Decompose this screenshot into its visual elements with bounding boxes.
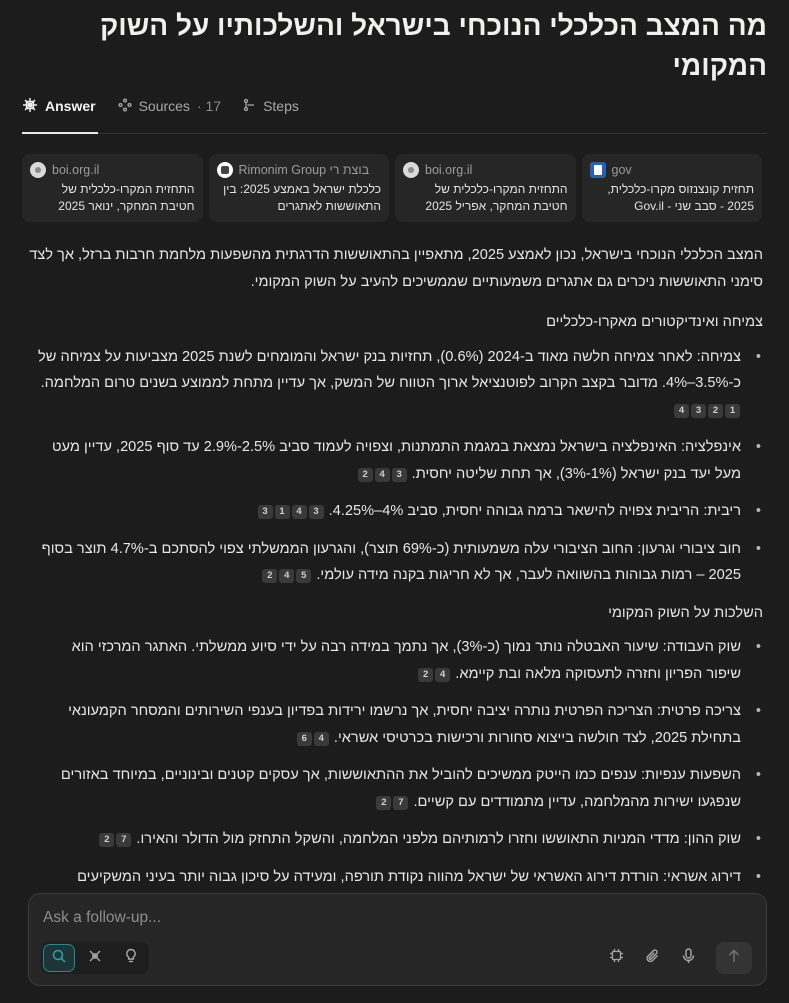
page-title: מה המצב הכלכלי הנוכחי בישראל והשלכותיו על השוק המקומי bbox=[99, 10, 767, 81]
arrow-up-icon bbox=[728, 949, 740, 968]
source-site: gov bbox=[611, 163, 632, 177]
citation-badge[interactable]: 2 bbox=[376, 796, 391, 810]
citation-badge[interactable]: 1 bbox=[725, 404, 740, 418]
list-item bbox=[22, 536, 763, 589]
list-item-text: השפעות ענפיות: ענפים כמו הייטק ממשיכים להוביל את ההתאוששות, אך עסקים קטנים ובינוניים, במיוחד באזורים שנפגעו ישירות מהמלחמה, עדיין מתמודדים עם קשיים. bbox=[60, 767, 741, 810]
list-item-text: צריכה פרטית: הצריכה הפרטית נותרה יציבה יחסית, אך נרשמו ירידות בפדיון בענפי השירותים והמסחר הקמעונאי בתחילת 2025, לצד חולשה בייצוא סחורות ורכישות בכרטיסי אשראי. bbox=[68, 703, 741, 746]
section-heading: השלכות על השוק המקומי bbox=[608, 604, 763, 621]
voice-button[interactable] bbox=[674, 944, 702, 972]
section-list bbox=[22, 344, 763, 589]
tab-sources-label: Sources bbox=[138, 98, 190, 114]
citation-badge[interactable]: 2 bbox=[418, 668, 433, 682]
boi-favicon-icon bbox=[30, 162, 46, 178]
source-site: boi.org.il bbox=[425, 163, 473, 177]
list-item bbox=[22, 762, 763, 815]
lightbulb-icon bbox=[124, 948, 138, 969]
source-title: כלכלת ישראל באמצע 2025: בין התאוששות לאתגרים bbox=[223, 182, 381, 213]
source-card[interactable] bbox=[209, 154, 390, 222]
tab-answer-label: Answer bbox=[45, 98, 96, 114]
source-card[interactable] bbox=[22, 154, 203, 222]
citation-badge[interactable]: 4 bbox=[435, 668, 450, 682]
rimonim-favicon-icon bbox=[217, 162, 233, 178]
model-button[interactable] bbox=[602, 944, 630, 972]
source-card[interactable] bbox=[395, 154, 576, 222]
tab-sources[interactable] bbox=[118, 92, 221, 120]
list-item bbox=[22, 826, 763, 853]
research-icon bbox=[87, 948, 103, 969]
answer-intro: המצב הכלכלי הנוכחי בישראל, נכון לאמצע 2025, מתאפיין בהתאוששות הדרגתית מהשפעות מלחמת חרבות ברזל, אך לצד סימני התאוששות ניכרים גם אתגרים משמעותיים שממשיכים להעיב על השוק המקומי. bbox=[29, 247, 763, 290]
composer-tools bbox=[602, 942, 752, 974]
citation-badge[interactable]: 1 bbox=[275, 505, 290, 519]
citation-badge[interactable]: 2 bbox=[358, 468, 373, 482]
citation-badge[interactable]: 2 bbox=[99, 833, 114, 847]
source-cards bbox=[22, 154, 762, 222]
list-item-text: שוק ההון: מדדי המניות התאוששו וחזרו לרמותיהם מלפני המלחמה, והשקל התחזק מול הדולר והאירו. bbox=[136, 831, 741, 847]
section-heading: צמיחה ואינדיקטורים מאקרו-כלכליים bbox=[546, 314, 763, 330]
citation-badge[interactable]: 5 bbox=[296, 569, 311, 583]
list-item-text: דירוג אשראי: הורדת דירוג האשראי של ישראל מהווה נקודת תורפה, ומעידה על סיכון גבוה יותר בעיני המשקיעים bbox=[77, 868, 741, 885]
follow-up-input[interactable] bbox=[43, 906, 543, 930]
chip-icon bbox=[609, 948, 624, 968]
follow-up-composer bbox=[28, 893, 767, 986]
citation-badge[interactable]: 7 bbox=[393, 796, 408, 810]
source-card[interactable] bbox=[582, 154, 763, 222]
citation-badge[interactable]: 7 bbox=[116, 833, 131, 847]
sources-icon bbox=[118, 98, 132, 115]
submit-button[interactable] bbox=[716, 942, 752, 974]
result-tabs bbox=[22, 92, 767, 134]
tab-steps-label: Steps bbox=[263, 98, 299, 114]
tab-steps[interactable] bbox=[243, 92, 299, 120]
citation-badge[interactable]: 4 bbox=[292, 505, 307, 519]
labs-mode-button[interactable] bbox=[115, 944, 147, 972]
sources-count: · 17 bbox=[196, 98, 222, 114]
search-mode-button[interactable] bbox=[43, 944, 75, 972]
source-title: תחזית קונצנזוס מקרו-כלכלית, 2025 - סבב שני - Gov.il bbox=[607, 182, 754, 213]
mode-selector bbox=[41, 942, 149, 974]
gov-favicon-icon bbox=[590, 162, 606, 178]
citation-badge[interactable]: 4 bbox=[375, 468, 390, 482]
citation-badge[interactable]: 2 bbox=[708, 404, 723, 418]
citation-badge[interactable]: 3 bbox=[309, 505, 324, 519]
citation-badge[interactable]: 3 bbox=[392, 468, 407, 482]
list-item bbox=[22, 498, 763, 525]
source-title: התחזית המקרו-כלכלית של חטיבת המחקר, ינואר 2025 bbox=[58, 182, 195, 213]
citation-badge[interactable]: 2 bbox=[262, 569, 277, 583]
citation-badge[interactable]: 4 bbox=[674, 404, 689, 418]
answer-icon bbox=[22, 97, 38, 116]
list-item bbox=[22, 698, 763, 751]
boi-favicon-icon bbox=[403, 162, 419, 178]
source-site: boi.org.il bbox=[52, 163, 100, 177]
answer-body bbox=[22, 242, 763, 962]
list-item bbox=[22, 434, 763, 487]
list-item-text: ריבית: הריבית צפויה להישאר ברמה גבוהה יחסית, סביב 4%–4.25%. bbox=[328, 503, 741, 519]
section-list bbox=[22, 634, 763, 917]
tab-answer[interactable] bbox=[22, 92, 96, 120]
citation-badge[interactable]: 3 bbox=[258, 505, 273, 519]
list-item-text: חוב ציבורי וגרעון: החוב הציבורי עלה משמעותית (כ-69% תוצר), והגרעון הממשלתי צפוי להסתכם ב-4.7% תוצר בסוף 2025 – רמות גבוהות בהשוואה לעבר, אך לא חריגות בקנה מידה עולמי. bbox=[41, 540, 741, 583]
source-site: Rimonim Group בוצת רי bbox=[238, 163, 370, 177]
citation-badge[interactable]: 4 bbox=[314, 732, 329, 746]
search-icon bbox=[51, 948, 67, 969]
list-item-text: צמיחה: לאחר צמיחה חלשה מאוד ב-2024 (0.6%), תחזיות בנק ישראל והמומחים לשנת 2025 מצביעות על צמיחה של כ-3.5%–4%. מדובר בקצב הקרוב לפוטנציאל ארוך הטווח של המשק, אך עדיין מתחת לממוצע בשנים טרום המלחמה. bbox=[38, 348, 741, 391]
attach-button[interactable] bbox=[638, 944, 666, 972]
source-title: התחזית המקרו-כלכלית של חטיבת המחקר, אפריל 2025 bbox=[425, 182, 568, 213]
citation-badge[interactable]: 6 bbox=[297, 732, 312, 746]
research-mode-button[interactable] bbox=[79, 944, 111, 972]
list-item-text: אינפלציה: האינפלציה בישראל נמצאת במגמת התמתנות, וצפויה לעמוד סביב 2.5%-2.9% עד סוף 2025, עדיין מעט מעל יעד בנק ישראל (1%-3%), אך תחת שליטה יחסית. bbox=[52, 439, 741, 482]
list-item-text: שוק העבודה: שיעור האבטלה נותר נמוך (כ-3%), אך נתמך במידה רבה על ידי סיוע ממשלתי. האתגר המרכזי הוא שיפור הפריון וחזרה לתעסוקה מלאה ובת קיימא. bbox=[71, 639, 741, 682]
steps-icon bbox=[243, 98, 256, 115]
citation-badge[interactable]: 4 bbox=[279, 569, 294, 583]
microphone-icon bbox=[682, 948, 695, 969]
list-item bbox=[22, 344, 763, 424]
paperclip-icon bbox=[645, 948, 660, 969]
citation-badge[interactable]: 3 bbox=[691, 404, 706, 418]
list-item bbox=[22, 634, 763, 687]
